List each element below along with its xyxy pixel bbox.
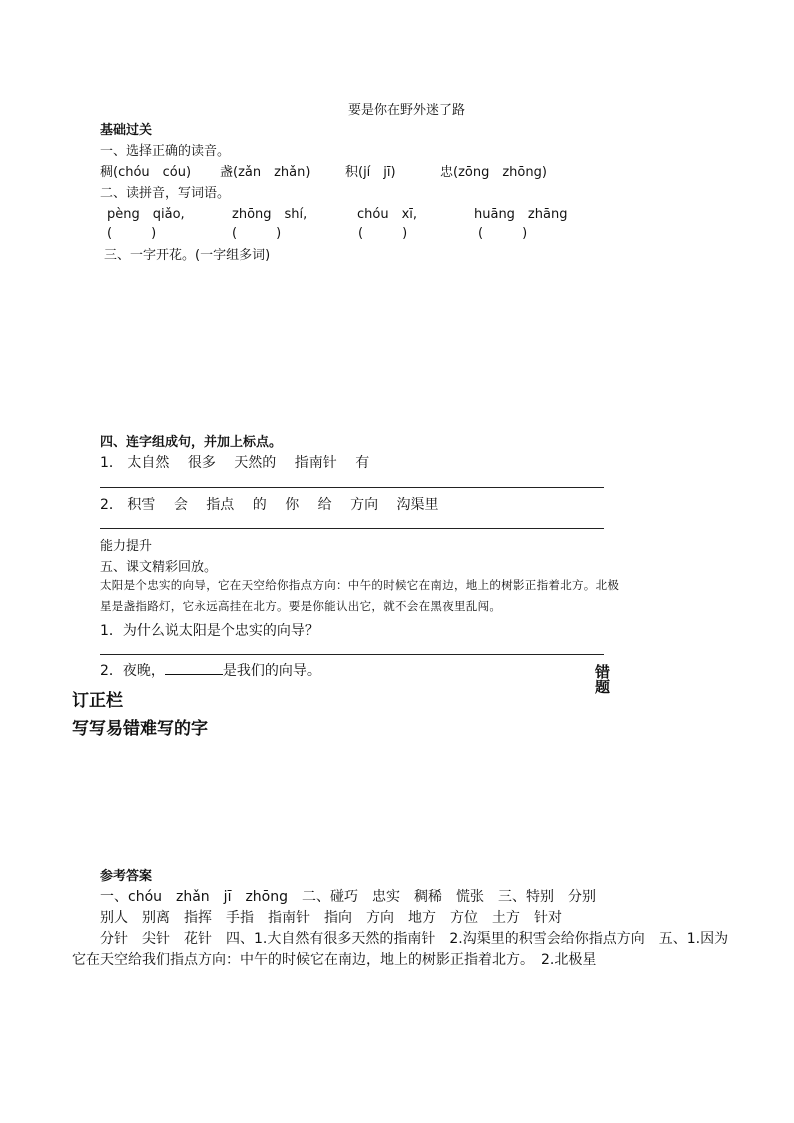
page-title: 要是你在野外迷了路 bbox=[348, 103, 466, 118]
q5-sub2-prefix: 2．夜晚， bbox=[100, 663, 165, 679]
hard-words-heading: 写写易错难写的字 bbox=[72, 719, 208, 739]
q4-s1-number: 1． bbox=[100, 455, 123, 471]
passage-line-2: 星是盏指路灯，它永远高挂在北方。要是你能认出它，就不会在黑夜里乱闯。 bbox=[100, 599, 502, 613]
q4-word: 会 bbox=[173, 497, 188, 513]
q4-sentence-2 bbox=[100, 494, 453, 514]
side-label-wrong-questions: 错题 bbox=[593, 664, 611, 694]
q2-pinyin: pèng qiǎo, bbox=[107, 207, 185, 222]
q4-s2-number: 2． bbox=[100, 497, 123, 513]
section-heading-ability: 能力提升 bbox=[100, 539, 153, 554]
q1-option: 积(jí jī) bbox=[345, 165, 396, 180]
q4-word: 太自然 bbox=[127, 455, 170, 471]
q4-word: 指南针 bbox=[294, 455, 337, 471]
q4-word: 给 bbox=[317, 497, 332, 513]
q5-sub2-suffix: 是我们的向导。 bbox=[222, 663, 321, 679]
q2-answer-blank: ( ) bbox=[107, 226, 157, 241]
answers-line-4: 它在天空给我们指点方向：中午的时候它在南边，地上的树影正指着北方。 2.北极星 bbox=[72, 952, 597, 968]
answers-title: 参考答案 bbox=[100, 869, 153, 884]
q2-pinyin: chóu xī, bbox=[357, 207, 418, 222]
q2-answer-blank: ( ) bbox=[478, 226, 528, 241]
answers-line-3: 分针 尖针 花针 四、1.大自然有很多天然的指南针 2.沟渠里的积雪会给你指点方向 五、1.因为 bbox=[100, 931, 729, 947]
q4-word: 方向 bbox=[350, 497, 379, 513]
q1-option: 盏(zǎn zhǎn) bbox=[220, 165, 311, 180]
revision-heading: 订正栏 bbox=[72, 691, 123, 711]
q4-word: 你 bbox=[285, 497, 300, 513]
q2-answer-blank: ( ) bbox=[232, 226, 282, 241]
passage-line-1: 太阳是个忠实的向导，它在天空给你指点方向：中午的时候它在南边，地上的树影正指着北方。北极 bbox=[100, 578, 620, 592]
q5-sub-2 bbox=[100, 660, 321, 680]
q2-pinyin: zhōng shí, bbox=[232, 207, 308, 222]
question-2-label: 二、读拼音，写词语。 bbox=[100, 186, 231, 201]
section-heading-basic: 基础过关 bbox=[100, 123, 153, 138]
answer-line bbox=[100, 528, 604, 529]
q1-option: 忠(zōng zhōng) bbox=[440, 165, 547, 180]
fill-blank bbox=[165, 661, 223, 675]
q4-word: 有 bbox=[355, 455, 370, 471]
q4-word: 指点 bbox=[206, 497, 235, 513]
question-5-label: 五、课文精彩回放。 bbox=[100, 560, 218, 575]
answers-line-2: 别人 别离 指挥 手指 指南针 指向 方向 地方 方位 土方 针对 bbox=[100, 910, 562, 926]
answer-line bbox=[100, 654, 604, 655]
question-3-label: 三、一字开花。(一字组多词) bbox=[104, 248, 271, 263]
q4-word: 的 bbox=[252, 497, 267, 513]
q1-option: 稠(chóu cóu) bbox=[100, 165, 192, 180]
q2-pinyin: huāng zhāng bbox=[474, 207, 568, 222]
answers-line-1: 一、chóu zhǎn jī zhōng 二、碰巧 忠实 稠稀 慌张 三、特别 分别 bbox=[100, 889, 597, 905]
q2-answer-blank: ( ) bbox=[358, 226, 408, 241]
question-4-label: 四、连字组成句，并加上标点。 bbox=[100, 435, 283, 450]
q5-sub-1: 1．为什么说太阳是个忠实的向导？ bbox=[100, 623, 319, 639]
q4-word: 沟渠里 bbox=[396, 497, 439, 513]
answer-line bbox=[100, 487, 604, 488]
q4-word: 很多 bbox=[187, 455, 216, 471]
q4-word: 天然的 bbox=[234, 455, 277, 471]
question-1-label: 一、选择正确的读音。 bbox=[100, 144, 231, 159]
q4-sentence-1 bbox=[100, 452, 383, 472]
q4-word: 积雪 bbox=[127, 497, 156, 513]
